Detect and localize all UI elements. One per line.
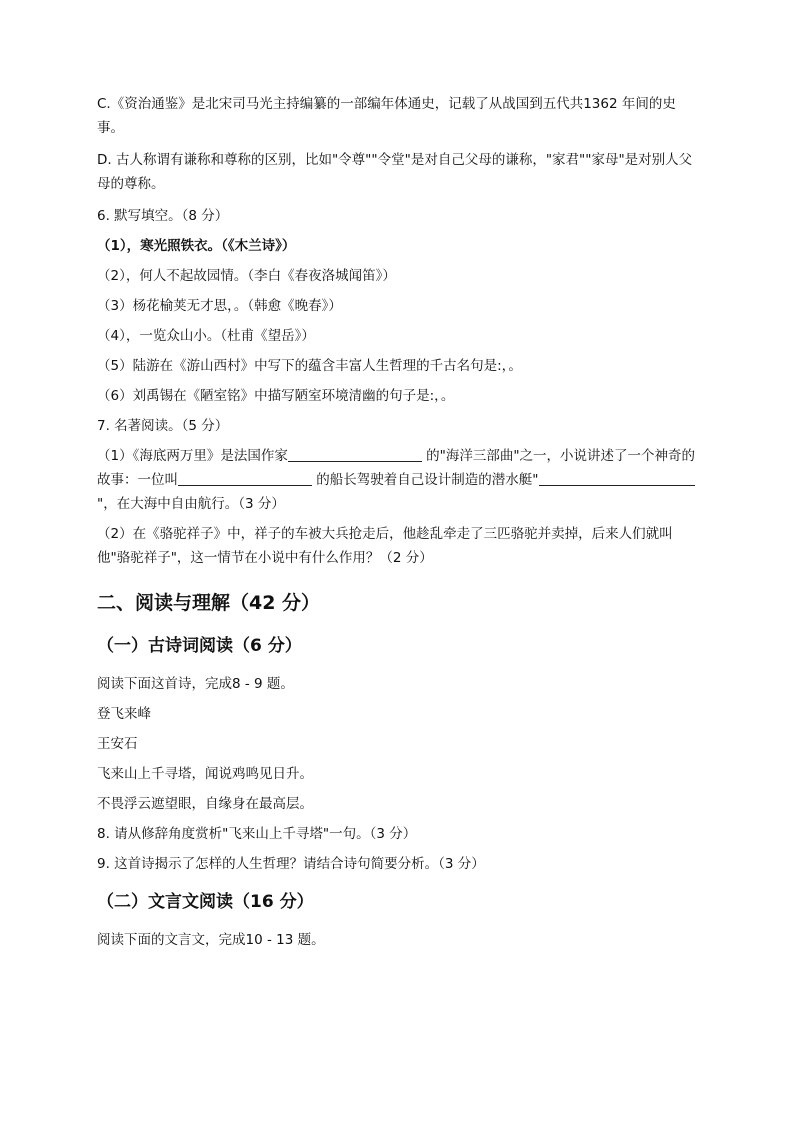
poem-line-2: 不畏浮云遮望眼，自缘身在最高层。: [97, 796, 313, 812]
q6-item-6: （6）刘禹锡在《陋室铭》中描写陋室环境清幽的句子是:，。: [97, 388, 455, 404]
q5-option-c: C.《资治通鉴》是北宋司马光主持编纂的一部编年体通史，记载了从战国到五代共1362 年间的史事。: [97, 96, 676, 136]
q6-item-3: （3）杨花榆荚无才思，。（韩愈《晚春》）: [97, 298, 342, 314]
answer-blank-author[interactable]: [288, 447, 422, 462]
q9: 9. 这首诗揭示了怎样的人生哲理？请结合诗句简要分析。（3 分）: [97, 856, 485, 872]
q6-item-5: （5）陆游在《游山西村》中写下的蕴含丰富人生哲理的千古名句是:，。: [97, 358, 522, 374]
subsection-2-intro: 阅读下面的文言文，完成10 - 13 题。: [97, 932, 325, 948]
q7-part1: [97, 444, 701, 516]
q7-part1-text-c: 的船长驾驶着自己设计制造的潜水艇": [316, 472, 539, 488]
q8: 8. 请从修辞角度赏析"飞来山上千寻塔"一句。（3 分）: [97, 826, 417, 842]
q5-option-d: D. 古人称谓有谦称和尊称的区别，比如"令尊""令堂"是对自己父母的谦称，"家君""家母"是对别人父母的尊称。: [97, 152, 693, 192]
q7-part2: （2）在《骆驼祥子》中，祥子的车被大兵抢走后，他趁乱牵走了三匹骆驼并卖掉，后来人们就叫他"骆驼祥子"，这一情节在小说中有什么作用？（2 分）: [97, 526, 673, 566]
answer-blank-captain[interactable]: [178, 471, 312, 486]
q6-item-1: （1），寒光照铁衣。（《木兰诗》）: [97, 238, 296, 254]
q6-title: 6. 默写填空。（8 分）: [97, 208, 229, 224]
q7-part1-text-d: "，在大海中自由航行。（3 分）: [97, 496, 285, 512]
section-2-title: 二、阅读与理解（42 分）: [97, 592, 321, 614]
subsection-1-title: （一）古诗词阅读（6 分）: [97, 636, 302, 656]
q7-part1-text-b: 的"海洋三部曲"之一，小说讲述了一个神奇的故事：一位叫: [97, 448, 696, 488]
q7-title: 7. 名著阅读。（5 分）: [97, 418, 229, 434]
q6-item-2: （2），何人不起故园情。（李白《春夜洛城闻笛》）: [97, 268, 396, 284]
answer-blank-submarine[interactable]: [539, 471, 695, 486]
subsection-1-intro: 阅读下面这首诗，完成8 - 9 题。: [97, 676, 294, 692]
q6-item-4: （4），一览众山小。（杜甫《望岳》）: [97, 328, 315, 344]
poem-title: 登飞来峰: [97, 706, 151, 722]
q7-part1-text-a: （1）《海底两万里》是法国作家: [97, 448, 288, 464]
poem-line-1: 飞来山上千寻塔，闻说鸡鸣见日升。: [97, 766, 313, 782]
document-page: [97, 92, 701, 958]
poem-author: 王安石: [97, 736, 138, 752]
subsection-2-title: （二）文言文阅读（16 分）: [97, 892, 314, 912]
